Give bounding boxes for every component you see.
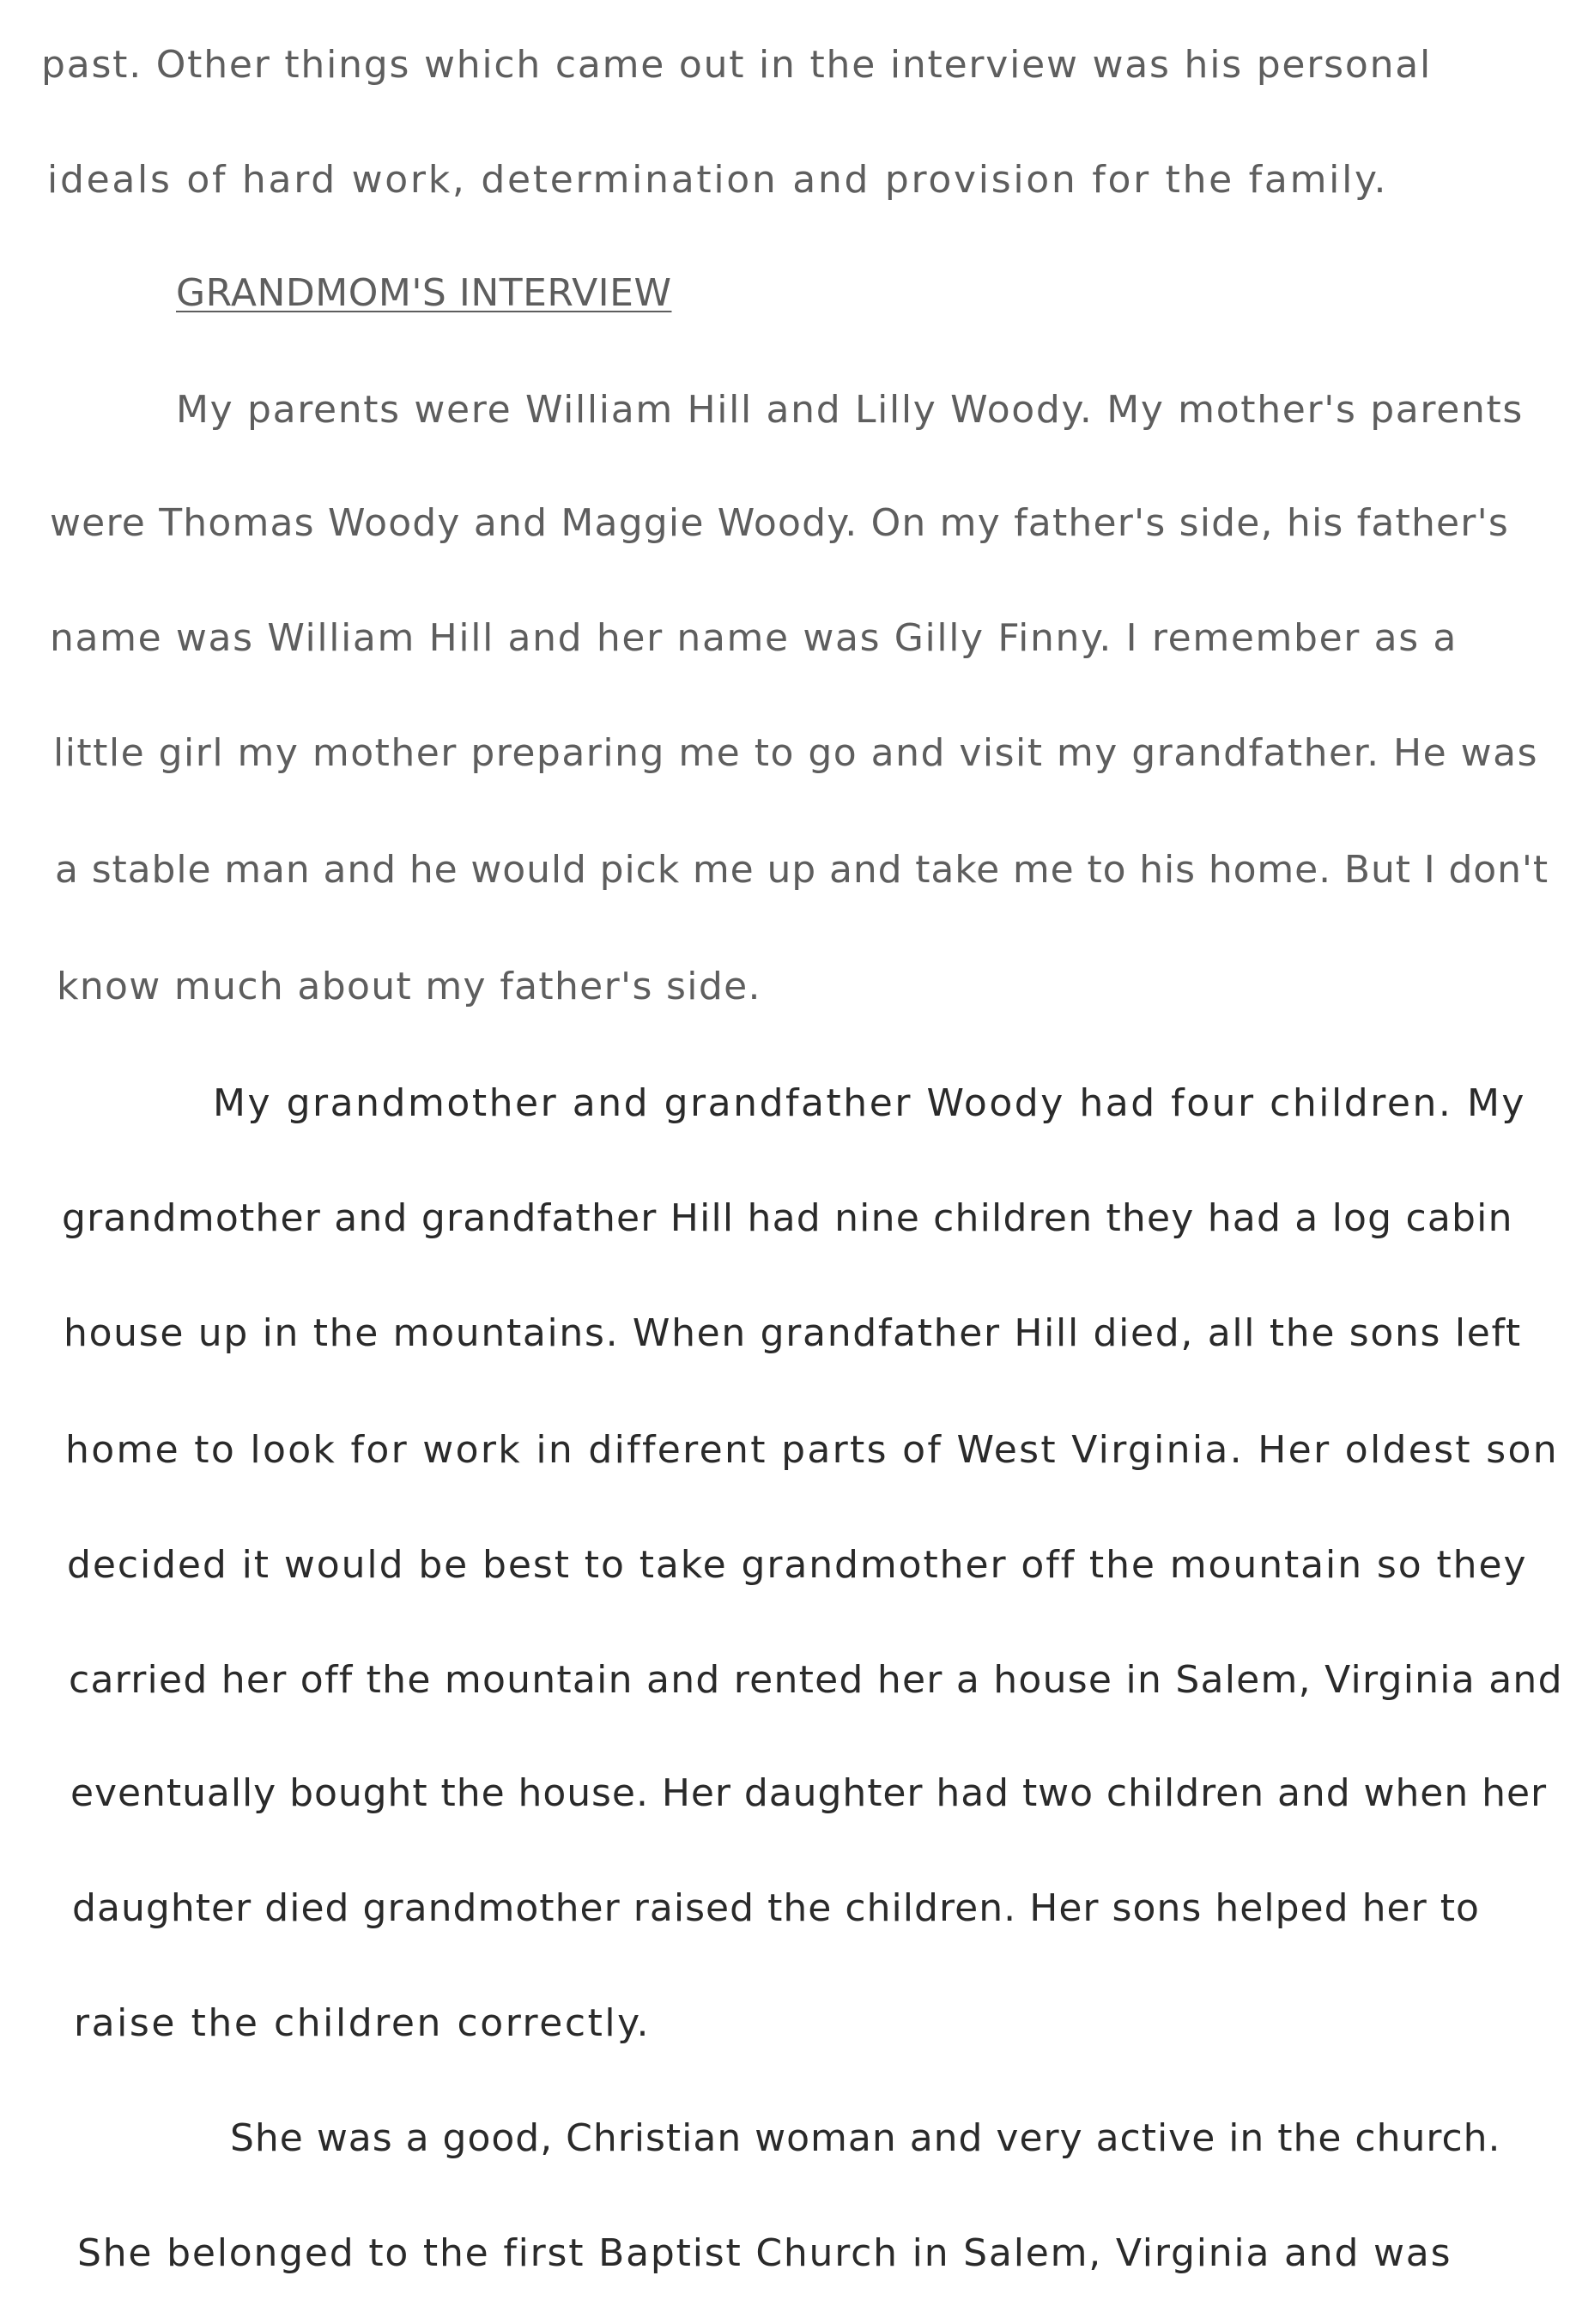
- text-line-2: ideals of hard work, determination and provision for the family.: [47, 158, 1389, 202]
- text-line-18: She was a good, Christian woman and very active in the church.: [230, 2116, 1501, 2160]
- text-line-8: know much about my father's side.: [57, 965, 761, 1008]
- text-line-16: daughter died grandmother raised the children. Her sons helped her to: [72, 1886, 1480, 1930]
- text-line-17: raise the children correctly.: [74, 2001, 652, 2045]
- text-line-3: My parents were William Hill and Lilly Woody. My mother's parents: [176, 388, 1524, 432]
- text-line-10: grandmother and grandfather Hill had nine children they had a log cabin: [62, 1196, 1513, 1240]
- text-line-5: name was William Hill and her name was Gilly Finny. I remember as a: [50, 616, 1458, 660]
- text-line-12: home to look for work in different parts of West Virginia. Her oldest son: [65, 1428, 1559, 1472]
- text-line-13: decided it would be best to take grandmother off the mountain so they: [67, 1543, 1528, 1587]
- text-line-7: a stable man and he would pick me up and take me to his home. But I don't: [55, 848, 1549, 892]
- text-line-1: past. Other things which came out in the interview was his personal: [41, 43, 1432, 87]
- text-line-4: were Thomas Woody and Maggie Woody. On my father's side, his father's: [50, 501, 1509, 545]
- section-heading: GRANDMOM'S INTERVIEW: [176, 271, 672, 315]
- text-line-19: She belonged to the first Baptist Church in Salem, Virginia and was: [77, 2231, 1452, 2275]
- text-line-14: carried her off the mountain and rented her a house in Salem, Virginia and: [69, 1658, 1563, 1702]
- text-line-6: little girl my mother preparing me to go and visit my grandfather. He was: [53, 731, 1538, 775]
- text-line-15: eventually bought the house. Her daughter had two children and when her: [70, 1771, 1547, 1815]
- text-line-11: house up in the mountains. When grandfather Hill died, all the sons left: [64, 1311, 1522, 1355]
- text-line-9: My grandmother and grandfather Woody had four children. My: [213, 1081, 1526, 1125]
